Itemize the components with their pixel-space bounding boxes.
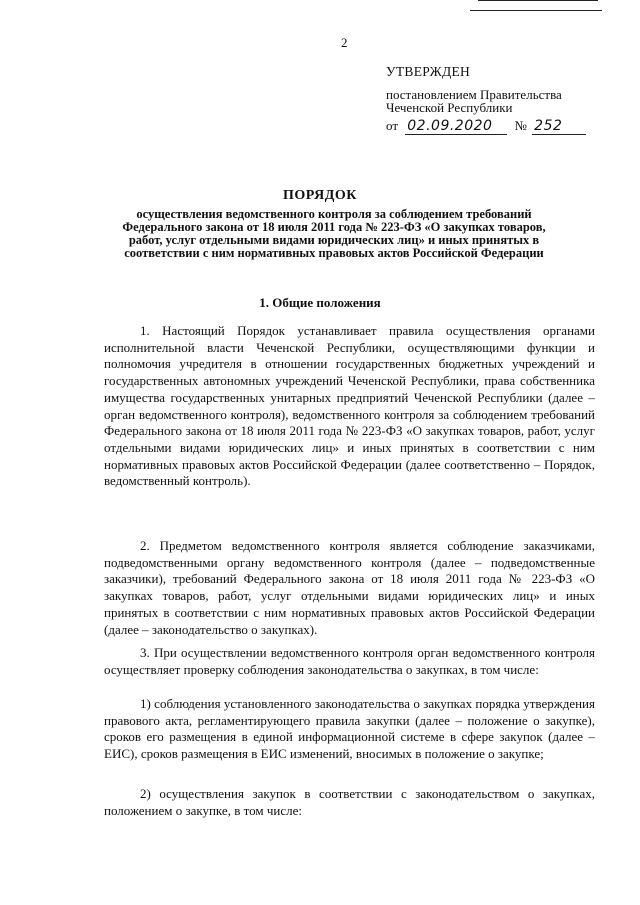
document-title: ПОРЯДОК xyxy=(283,188,357,203)
scan-artifact-line xyxy=(478,0,598,1)
paragraph-3: 3. При осуществлении ведомственного контроля орган ведомственного контроля осуществляет проверку соблюдения законодательства о закупках, в том числе: xyxy=(104,645,595,677)
paragraph-2: 2. Предметом ведомственного контроля является соблюдение заказчиками, подведомственными органу ведомственного контроля (далее – подведомственные заказчики), требований Федерального закона от 18 июля 2011 года № 223-ФЗ «О закупках товаров, работ, услуг отдельными видами юридических лиц» и иных принятых в соответствии с ним нормативных правовых актов Российской Федерации (далее – законодательство о закупках). xyxy=(104,538,595,637)
approval-line-2: Чеченской Республики xyxy=(386,100,513,115)
approval-line-1: постановлением Правительства xyxy=(386,87,562,102)
document-subtitle: осуществления ведомственного контроля за соблюдением требований Федерального закона от 18 июля 2011 года № 223-ФЗ «О закупках товаров, работ, услуг отдельными видами юридических лиц» и иных принятых в соответствии с ним нормативных правовых актов Российской Федерации xyxy=(122,207,546,260)
handwritten-date: 02.09.2020 xyxy=(405,119,507,135)
number-label: № xyxy=(514,118,527,133)
list-item-1: 1) соблюдения установленного законодательства о закупках порядка утверждения правового акта, регламентирующего правила закупки (далее – положение о закупке), сроков его размещения в единой информационной системе в сфере закупок (далее – ЕИС), сроков размещения в ЕИС изменений, вносимых в положение о закупке; xyxy=(104,696,595,762)
handwritten-number: 252 xyxy=(532,119,586,135)
approval-date-line xyxy=(386,118,586,135)
approval-word: УТВЕРЖДЕН xyxy=(386,64,471,79)
section-heading: 1. Общие положения xyxy=(259,295,381,310)
page-number: 2 xyxy=(341,35,348,50)
list-item-2: 2) осуществления закупок в соответствии с законодательством о закупках, положением о закупке, в том числе: xyxy=(104,786,595,818)
scan-artifact-line xyxy=(470,10,602,11)
paragraph-1: 1. Настоящий Порядок устанавливает правила осуществления органами исполнительной власти Чеченской Республики, осуществляющими функции и полномочия учредителя в отношении государственных бюджетных учреждений и государственных автономных учреждений Чеченской Республики, права собственника имущества государственных унитарных предприятий Чеченской Республики (далее – орган ведомственного контроля), ведомственного контроля за соблюдением требований Федерального закона от 18 июля 2011 года № 223-ФЗ «О закупках товаров, работ, услуг отдельными видами юридических лиц» и иных принятых в соответствии с ним нормативных правовых актов Российской Федерации (далее соответственно – Порядок, ведомственный контроль). xyxy=(104,323,595,489)
from-label: от xyxy=(386,118,399,133)
